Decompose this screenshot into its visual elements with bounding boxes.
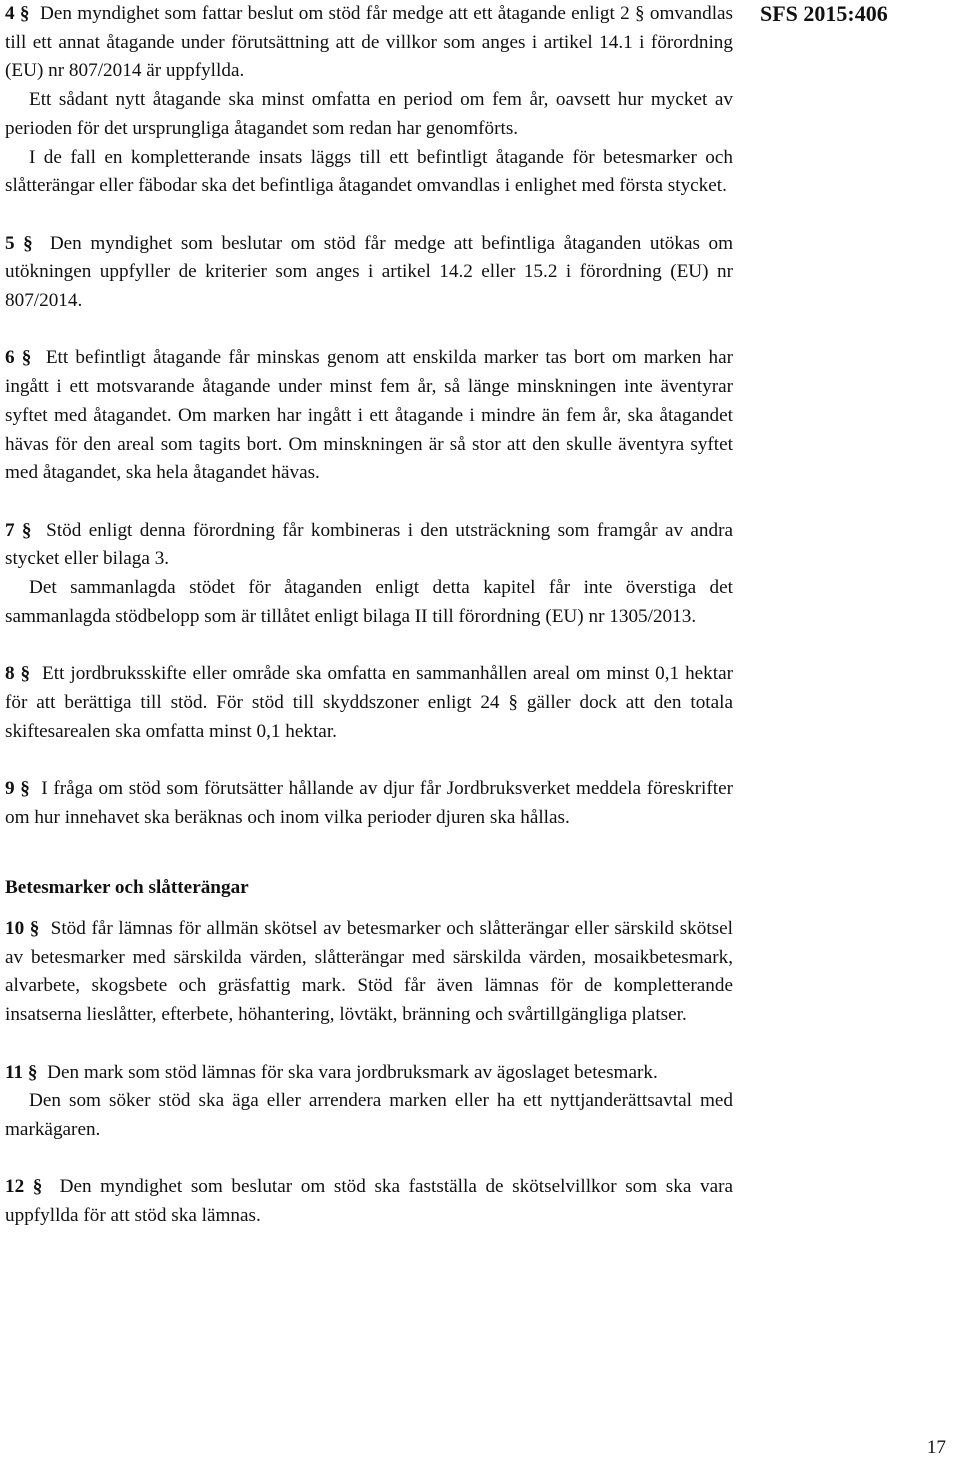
section-number: 8 § (5, 663, 31, 685)
paragraph-text: Stöd enligt denna förordning får kombineras i den utsträckning som framgår av andra stycket eller bilaga 3. (5, 519, 733, 570)
sfs-number: SFS 2015:406 (760, 1, 888, 26)
section-4-paragraph-1 (5, 0, 733, 86)
section-4-paragraph-2: Ett sådant nytt åtagande ska minst omfatta en period om fem år, oavsett hur mycket av perioden för det ursprungliga åtagandet som redan har genomförts. (5, 89, 733, 139)
section-9-paragraph-1 (5, 775, 733, 832)
paragraph-text: Den myndighet som beslutar om stöd ska fastställa de skötselvillkor som ska vara uppfyllda för att stöd ska lämnas. (5, 1176, 733, 1227)
section-6 (5, 344, 733, 488)
section-10 (5, 915, 733, 1030)
page-number: 17 (926, 1437, 946, 1458)
section-number: 12 § (5, 1176, 43, 1198)
section-5-paragraph-1 (5, 230, 733, 316)
section-8 (5, 660, 733, 746)
section-7 (5, 517, 733, 632)
document-body (5, 0, 733, 1259)
section-5 (5, 230, 733, 316)
section-number: 11 § (5, 1061, 38, 1083)
section-9 (5, 775, 733, 832)
section-6-paragraph-1 (5, 344, 733, 488)
section-11-paragraph-1 (5, 1059, 733, 1088)
paragraph-text: I fråga om stöd som förutsätter hållande av djur får Jordbruksverket meddela föreskrifter om hur innehavet ska beräknas och inom vilka perioder djuren ska hållas. (5, 777, 734, 828)
section-7-paragraph-1 (5, 517, 733, 574)
paragraph-text: Ett jordbruksskifte eller område ska omfatta en sammanhållen areal om minst 0,1 hektar för att berättiga till stöd. För stöd till skyddszoner enligt 24 § gäller dock att den totala skiftesarealen ska omfatta minst 0,1 hektar. (5, 663, 734, 742)
section-heading: Betesmarker och slåtterängar (5, 877, 249, 899)
paragraph-text: Den myndighet som beslutar om stöd får medge att befintliga åtaganden utökas om utökningen uppfyller de kriterier som anges i artikel 14.2 eller 15.2 i förordning (EU) nr 807/2014. (5, 232, 734, 312)
paragraph-text: Den mark som stöd lämnas för ska vara jordbruksmark av ägoslaget betesmark. (47, 1061, 658, 1083)
section-7-paragraph-2: Det sammanlagda stödet för åtaganden enligt detta kapitel får inte överstiga det sammanlagda stödbelopp som är tillåtet enligt bilaga II till förordning (EU) nr 1305/2013. (5, 577, 733, 627)
paragraph-text: Ett befintligt åtagande får minskas genom att enskilda marker tas bort om marken har ingått i ett motsvarande åtagande under minst fem år, så länge minskningen inte äventyrar syftet med åtagandet. Om marken har ingått i ett åtagande i mindre än fem år, ska åtagandet hävas för den areal som tagits bort. Om minskningen är så stor att den skulle äventyra syftet med åtagandet, ska hela åtagandet hävas. (5, 347, 734, 484)
section-12 (5, 1173, 733, 1230)
section-4 (5, 0, 733, 201)
section-number: 5 § (5, 232, 33, 254)
section-number: 6 § (5, 347, 32, 369)
section-number: 9 § (5, 777, 30, 799)
paragraph-text: Den myndighet som fattar beslut om stöd får medge att ett åtagande enligt 2 § omvandlas till ett annat åtagande under förutsättning att de villkor som anges i artikel 14.1 i förordning (EU) nr 807/2014 är uppfyllda. (5, 3, 734, 82)
section-10-paragraph-1 (5, 915, 733, 1030)
section-12-paragraph-1 (5, 1173, 733, 1230)
section-number: 7 § (5, 519, 32, 541)
section-4-paragraph-3: I de fall en kompletterande insats läggs till ett befintligt åtagande för betesmarker och slåtterängar eller fäbodar ska det befintliga åtagandet omvandlas i enlighet med första stycket. (5, 146, 733, 197)
section-11-paragraph-2: Den som söker stöd ska äga eller arrendera marken eller ha ett nyttjanderättsavtal med markägaren. (5, 1090, 733, 1140)
section-8-paragraph-1 (5, 660, 733, 746)
section-number: 4 § (5, 3, 30, 24)
section-number: 10 § (5, 918, 40, 940)
section-11 (5, 1059, 733, 1145)
paragraph-text: Stöd får lämnas för allmän skötsel av betesmarker och slåtterängar eller särskild skötsel av betesmarker med särskilda värden, slåtterängar med särskilda värden, mosaikbetesmark, alvarbete, skogsbete och gräsfattig mark. Stöd får även lämnas för de kompletterande insatserna lieslåtter, efterbete, höhantering, lövtäkt, bränning och svårtillgängliga platser. (5, 918, 733, 1026)
